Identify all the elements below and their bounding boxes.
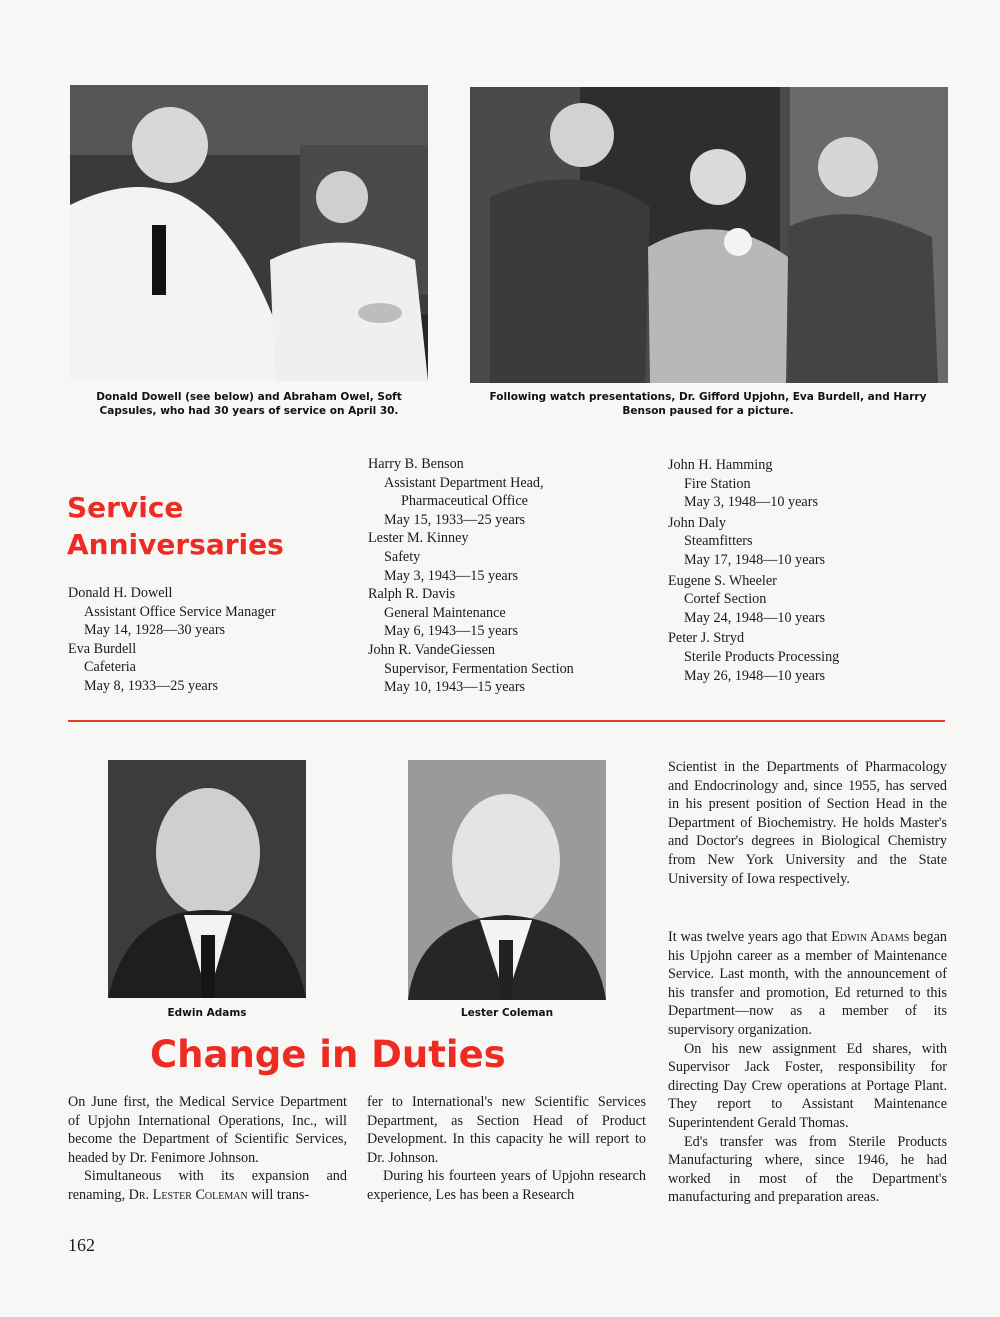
- caption-dowell-owel: Donald Dowell (see below) and Abraham Owel, Soft Capsules, who had 30 years of service on April 30.: [96, 391, 402, 417]
- duties-column-1: [68, 1093, 347, 1205]
- duties-paragraph: Scientist in the Departments of Pharmacology and Endocrinology and, since 1955, has served in his present position of Section Head in the Department of Biochemistry. He holds Master's and Doctor's degrees in Biological Chemistry from New York University and the State University of Iowa respectively.: [668, 759, 947, 887]
- service-entry: [368, 641, 574, 697]
- duties-paragraph: On his new assignment Ed shares, with Supervisor Jack Foster, responsibility for directing Day Crew operations at Portage Plant. They report to Assistant Maintenance Superintendent Gerald Thomas.: [668, 1040, 947, 1131]
- service-entry: [668, 456, 839, 512]
- portrait-edwin-adams: [108, 760, 306, 998]
- duties-paragraph: It was twelve years ago that Edwin Adams began his Upjohn career as a member of Maintenance Service. Last month, with the announcement of his transfer and promotion, Ed returned to this Department—now as a member of its supervisory organization.: [668, 929, 947, 1038]
- service-column-2: [368, 455, 574, 697]
- employee-date: May 15, 1933—25 years: [384, 511, 526, 528]
- service-entry: [668, 629, 839, 685]
- duties-paragraph: On June first, the Medical Service Department of Upjohn International Operations, Inc., will become the Department of Scientific Services, headed by Dr. Fenimore Johnson.: [68, 1094, 347, 1166]
- service-entry: [68, 584, 276, 640]
- employee-date: May 17, 1948—10 years: [684, 551, 826, 568]
- service-entry: [368, 455, 574, 529]
- employee-date: May 6, 1943—15 years: [384, 623, 518, 640]
- service-column-3: [668, 456, 839, 685]
- service-entry: [668, 572, 839, 628]
- employee-date: May 8, 1933—25 years: [84, 677, 218, 694]
- employee-position-cont: Pharmaceutical Office: [401, 493, 528, 510]
- employee-date: May 24, 1948—10 years: [684, 609, 826, 626]
- service-entry: [68, 640, 276, 696]
- employee-position: Fire Station: [684, 475, 751, 492]
- duties-column-3-top: [668, 758, 947, 888]
- caption-watch-presentation: Following watch presentations, Dr. Gifford Upjohn, Eva Burdell, and Harry Benson paused for a picture.: [489, 391, 927, 417]
- employee-date: May 3, 1943—15 years: [384, 567, 518, 584]
- employee-name: Peter J. Stryd: [668, 630, 745, 647]
- employee-position: Steamfitters: [684, 533, 753, 550]
- employee-position: Assistant Department Head,: [384, 474, 544, 491]
- employee-name: John Daly: [668, 514, 726, 531]
- photo-dowell-owel: [70, 85, 428, 381]
- employee-date: May 10, 1943—15 years: [384, 679, 526, 696]
- employee-name: Eva Burdell: [68, 640, 137, 657]
- employee-name: Harry B. Benson: [368, 456, 464, 472]
- photo-watch-presentation: [470, 87, 948, 383]
- service-title-line1: Service: [67, 491, 184, 524]
- employee-position: General Maintenance: [384, 604, 506, 621]
- duties-paragraph: fer to International's new Scientific Services Department, as Section Head of Product Development. In this capacity he will report to Dr. Johnson.: [367, 1094, 646, 1166]
- employee-name: Donald H. Dowell: [68, 585, 173, 601]
- employee-position: Cortef Section: [684, 591, 767, 608]
- employee-name: John R. VandeGiessen: [368, 641, 496, 658]
- employee-date: May 26, 1948—10 years: [684, 667, 826, 684]
- page-number: 162: [68, 1235, 95, 1255]
- photo-dowell-owel-image: [70, 85, 428, 381]
- portrait-lester-coleman: [408, 760, 606, 1000]
- employee-date: May 14, 1928—30 years: [84, 622, 226, 639]
- photo-watch-presentation-image: [470, 87, 948, 383]
- caption-lester-coleman: Lester Coleman: [460, 1007, 554, 1019]
- employee-name: Lester M. Kinney: [368, 530, 469, 547]
- duties-column-2: [367, 1093, 646, 1205]
- employee-name: Eugene S. Wheeler: [668, 572, 777, 589]
- duties-paragraph: During his fourteen years of Upjohn research experience, Les has been a Research: [367, 1168, 646, 1203]
- service-entry: [668, 514, 839, 570]
- section-divider: [68, 720, 945, 722]
- employee-position: Sterile Products Processing: [684, 648, 840, 665]
- service-column-1: [68, 584, 276, 696]
- duties-paragraph: Simultaneous with its expansion and renaming, Dr. Lester Coleman will trans-: [68, 1168, 347, 1203]
- change-in-duties-title: Change in Duties: [150, 1033, 506, 1076]
- portrait-edwin-adams-image: [108, 760, 306, 998]
- employee-name: Ralph R. Davis: [368, 586, 456, 603]
- service-title-line2: Anniversaries: [67, 528, 284, 561]
- employee-position: Cafeteria: [84, 659, 136, 676]
- service-entry: [368, 529, 574, 585]
- service-entry: [368, 585, 574, 641]
- portrait-lester-coleman-image: [408, 760, 606, 1000]
- duties-column-3-bottom: [668, 928, 947, 1207]
- service-anniversaries-title: [67, 489, 284, 563]
- caption-edwin-adams: Edwin Adams: [167, 1007, 247, 1019]
- employee-position: Supervisor, Fermentation Section: [384, 660, 574, 677]
- employee-position: Safety: [384, 548, 421, 565]
- duties-paragraph: Ed's transfer was from Sterile Products Manufacturing where, since 1946, he had worked in most of the Department's manufacturing and preparation areas.: [668, 1133, 947, 1206]
- employee-name: John H. Hamming: [668, 457, 773, 473]
- employee-position: Assistant Office Service Manager: [84, 603, 276, 620]
- employee-date: May 3, 1948—10 years: [684, 494, 818, 511]
